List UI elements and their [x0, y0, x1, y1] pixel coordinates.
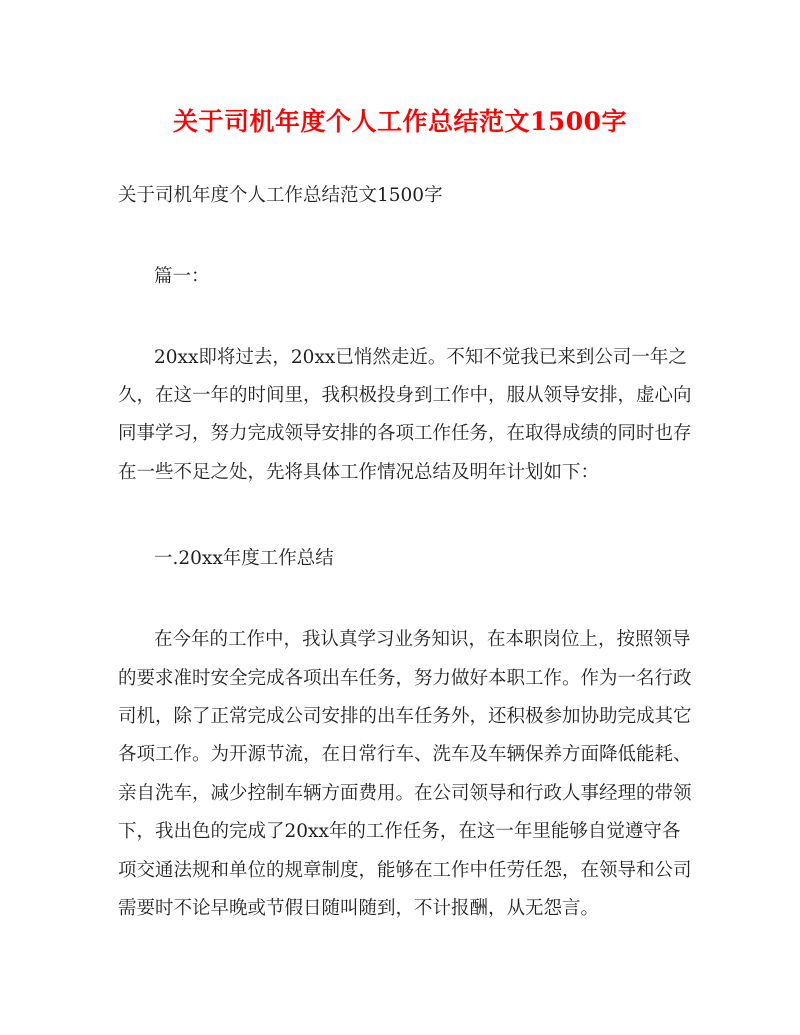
body-line: 司机，除了正常完成公司安排的出车任务外，还积极参加协助完成其它	[118, 706, 692, 727]
body-line: 项交通法规和单位的规章制度，能够在工作中任劳任怨，在领导和公司	[118, 860, 692, 881]
intro-line: 同事学习，努力完成领导安排的各项工作任务，在取得成绩的同时也存	[118, 423, 692, 444]
intro-line: 20xx即将过去，20xx已悄然走近。不知不觉我已来到公司一年之	[154, 347, 687, 368]
intro-line: 久，在这一年的时间里，我积极投身到工作中，服从领导安排，虚心向	[118, 385, 692, 406]
body-line: 需要时不论早晚或节假日随叫随到，不计报酬，从无怨言。	[118, 898, 600, 919]
body-line: 各项工作。为开源节流，在日常行车、洗车及车辆保养方面降低能耗、	[118, 744, 692, 765]
document-subtitle: 关于司机年度个人工作总结范文1500字	[118, 185, 443, 206]
body-line: 的要求准时安全完成各项出车任务，努力做好本职工作。作为一名行政	[118, 668, 692, 689]
section-heading: 一.20xx年度工作总结	[154, 548, 334, 569]
section-label: 篇一：	[154, 266, 210, 287]
intro-line: 在一些不足之处，先将具体工作情况总结及明年计划如下：	[118, 462, 600, 483]
body-line: 在今年的工作中，我认真学习业务知识，在本职岗位上，按照领导	[154, 629, 691, 650]
document-title: 关于司机年度个人工作总结范文1500字	[172, 107, 628, 136]
body-line: 亲自洗车，减少控制车辆方面费用。在公司领导和行政人事经理的带领	[118, 783, 692, 804]
body-line: 下，我出色的完成了20xx年的工作任务，在这一年里能够自觉遵守各	[118, 821, 681, 842]
